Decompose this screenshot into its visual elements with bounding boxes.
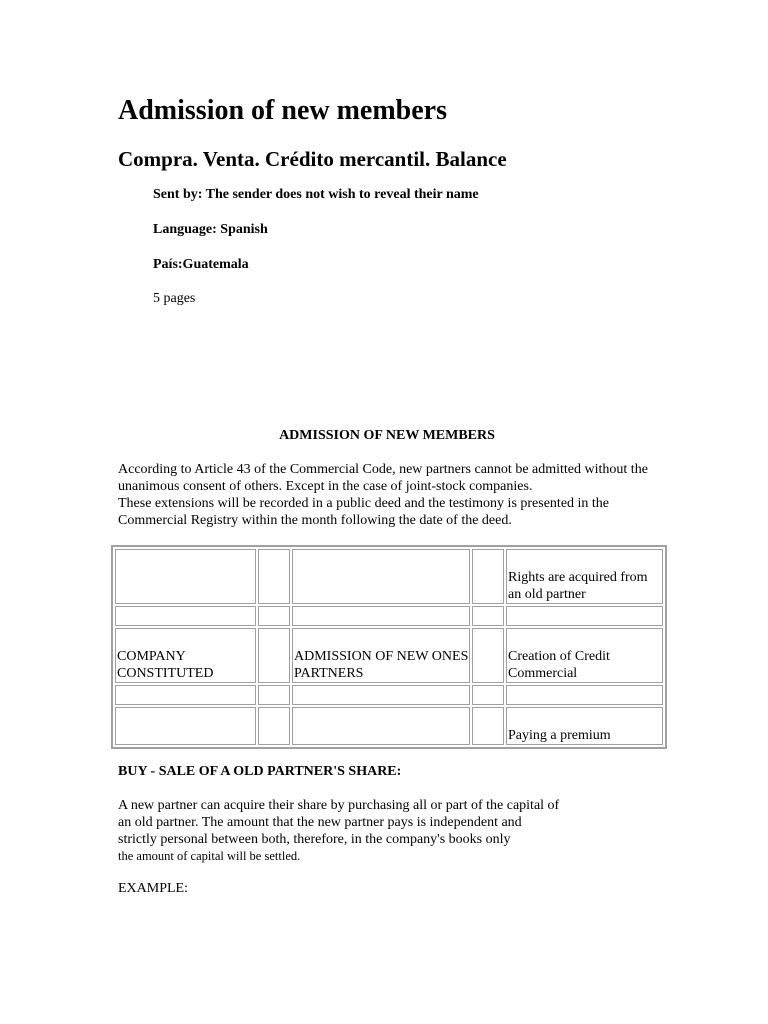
section-heading: ADMISSION OF NEW MEMBERS xyxy=(279,428,495,443)
share-sale-paragraph xyxy=(118,797,678,865)
table-cell xyxy=(258,606,290,626)
table-cell: Rights are acquired from an old partner xyxy=(506,549,663,604)
table-row xyxy=(115,707,663,745)
table-cell: Creation of Credit Commercial xyxy=(506,628,663,683)
scheme-table-wrapper xyxy=(111,545,667,749)
table-cell xyxy=(115,685,256,705)
table-cell xyxy=(292,707,470,745)
table-cell: COMPANY CONSTITUTED xyxy=(115,628,256,683)
table-cell xyxy=(472,549,504,604)
table-cell xyxy=(115,707,256,745)
table-cell xyxy=(292,549,470,604)
intro-line: These extensions will be recorded in a public deed and the testimony is presented in the xyxy=(118,496,610,511)
metadata-list xyxy=(142,186,479,308)
table-cell xyxy=(115,549,256,604)
meta-pages xyxy=(142,290,479,307)
table-cell xyxy=(472,707,504,745)
intro-line: unanimous consent of others. Except in the case of joint-stock companies. xyxy=(118,479,533,494)
table-cell xyxy=(258,549,290,604)
meta-country xyxy=(142,256,479,273)
intro-paragraph xyxy=(118,461,678,529)
table-row xyxy=(115,685,663,705)
body-line: strictly personal between both, therefore, in the company's books only xyxy=(118,832,511,847)
meta-sent-by xyxy=(142,186,479,203)
table-cell xyxy=(258,685,290,705)
intro-line: According to Article 43 of the Commercial Code, new partners cannot be admitted without the xyxy=(118,462,648,477)
language-text: Language: Spanish xyxy=(153,221,268,237)
example-label: EXAMPLE: xyxy=(118,881,188,896)
table-cell xyxy=(472,628,504,683)
table-row xyxy=(115,549,663,604)
table-cell xyxy=(258,707,290,745)
meta-language xyxy=(142,221,479,238)
intro-line: Commercial Registry within the month following the date of the deed. xyxy=(118,513,512,528)
meta-spacer xyxy=(142,273,479,290)
table-cell: ADMISSION OF NEW ONES PARTNERS xyxy=(292,628,470,683)
table-cell xyxy=(292,606,470,626)
table-row xyxy=(115,606,663,626)
table-cell xyxy=(292,685,470,705)
body-line: A new partner can acquire their share by purchasing all or part of the capital of xyxy=(118,798,560,813)
meta-spacer xyxy=(142,203,479,220)
table-cell xyxy=(258,628,290,683)
body-line: the amount of capital will be settled. xyxy=(118,849,301,863)
page-subtitle: Compra. Venta. Crédito mercantil. Balance xyxy=(118,147,507,171)
share-sale-heading: BUY - SALE OF A OLD PARTNER'S SHARE: xyxy=(118,764,402,779)
table-cell xyxy=(506,685,663,705)
table-cell xyxy=(472,606,504,626)
page-title: Admission of new members xyxy=(118,95,447,126)
meta-spacer xyxy=(142,238,479,255)
sent-by-text: Sent by: The sender does not wish to reveal their name xyxy=(153,187,479,202)
country-text: País:Guatemala xyxy=(153,256,249,272)
table-cell xyxy=(115,606,256,626)
table-row xyxy=(115,628,663,683)
table-cell xyxy=(472,685,504,705)
table-cell: Paying a premium xyxy=(506,707,663,745)
table-cell xyxy=(506,606,663,626)
pages-text: 5 pages xyxy=(153,291,196,307)
scheme-table xyxy=(111,545,667,749)
body-line: an old partner. The amount that the new partner pays is independent and xyxy=(118,815,522,830)
